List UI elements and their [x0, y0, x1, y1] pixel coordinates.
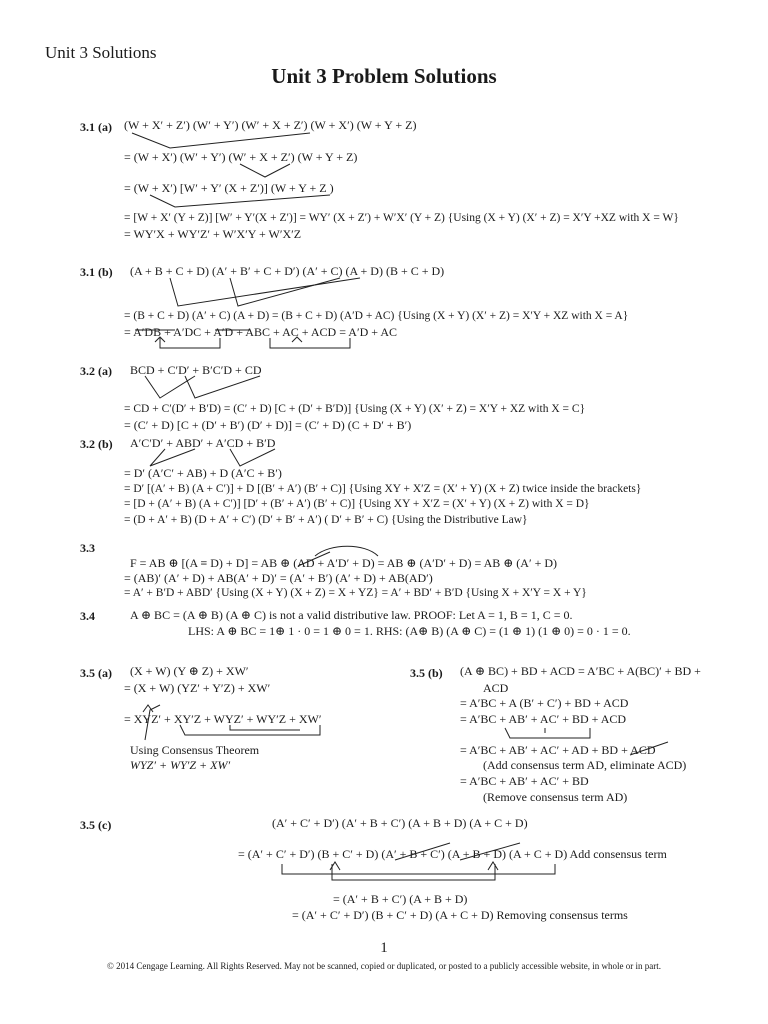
- eq-3-1a-line1: (W + X′ + Z′) (W′ + Y′) (W′ + X + Z′) (W + X′) (W + Y + Z): [124, 118, 417, 132]
- problem-label-3-2b: 3.2 (b): [80, 437, 113, 451]
- eq-3-1b-line3: = A′DB + A′DC + A′D + ABC + AC + ACD = A′D + AC: [124, 325, 398, 339]
- eq-3-4-line1: A ⊕ BC = (A ⊕ B) (A ⊕ C) is not a valid distributive law. PROOF: Let A = 1, B = 1, C = 0.: [130, 608, 573, 622]
- problem-label-3-5c: 3.5 (c): [80, 818, 112, 832]
- eq-3-1a-line5: = WY′X + WY′Z′ + W′X′Y + W′X′Z: [124, 227, 302, 241]
- eq-3-5b-line3: = A′BC + AB′ + AC′ + BD + ACD: [460, 712, 627, 726]
- eq-3-5b-note1: (Add consensus term AD, eliminate ACD): [483, 758, 687, 772]
- eq-3-5a-line2: = (X + W) (YZ′ + Y′Z) + XW′: [124, 681, 271, 695]
- eq-3-5c-line2: = (A′ + C′ + D′) (B + C′ + D) (A′ + B + C′) (A + B + D) (A + C + D) Add consensus term: [238, 847, 667, 861]
- eq-3-5a-line1: (X + W) (Y ⊕ Z) + XW′: [130, 664, 249, 678]
- eq-3-5c-line3: = (A′ + B + C′) (A + B + D): [333, 892, 468, 906]
- running-header: Unit 3 Solutions: [45, 43, 157, 62]
- eq-3-5b-line1: (A ⊕ BC) + BD + ACD = A′BC + A(BC)′ + BD +: [460, 664, 701, 678]
- eq-3-2b-line2: = D′ (A′C′ + AB) + D (A′C + B′): [124, 466, 282, 480]
- eq-3-4-line2: LHS: A ⊕ BC = 1⊕ 1 · 0 = 1 ⊕ 0 = 1. RHS: (A⊕ B) (A ⊕ C) = (1 ⊕ 1) (1 ⊕ 0) = 0 · 1 = 0.: [188, 624, 631, 638]
- eq-3-2b-line4: = [D + (A′ + B) (A + C′)] [D′ + (B′ + A′) (B′ + C)] {Using XY + X′Z = (X′ + Y) (X + Z) with X = D}: [124, 498, 590, 510]
- problem-label-3-1b: 3.1 (b): [80, 265, 113, 279]
- eq-3-2a-line1: BCD + C′D′ + B′C′D + CD: [130, 363, 262, 377]
- eq-3-2a-line2: = CD + C′(D′ + B′D) = (C′ + D) [C + (D′ + B′D)] {Using (X + Y) (X′ + Z) = X′Y + XZ with X = C}: [124, 403, 586, 415]
- eq-3-5a-result: WYZ′ + WY′Z + XW′: [130, 758, 231, 772]
- problem-label-3-4: 3.4: [80, 609, 95, 623]
- page-title: Unit 3 Problem Solutions: [271, 64, 497, 88]
- eq-3-1b-line1: (A + B + C + D) (A′ + B′ + C + D′) (A′ + C) (A + D) (B + C + D): [130, 264, 445, 278]
- eq-3-2b-line5: = (D + A′ + B) (D + A′ + C′) (D′ + B′ + A′) ( D′ + B′ + C) {Using the Distributive Law}: [124, 514, 528, 526]
- eq-3-1a-line2: = (W + X′) (W′ + Y′) (W′ + X + Z′) (W + Y + Z): [124, 150, 358, 164]
- eq-3-5c-line4: = (A′ + C′ + D′) (B + C′ + D) (A + C + D) Removing consensus terms: [292, 908, 628, 922]
- copyright-footer: © 2014 Cengage Learning. All Rights Reserved. May not be scanned, copied or duplicated, or posted to a publicly accessible website, in whole or in part.: [107, 961, 661, 971]
- problem-label-3-2a: 3.2 (a): [80, 364, 112, 378]
- problem-label-3-5a: 3.5 (a): [80, 666, 112, 680]
- problem-label-3-3: 3.3: [80, 541, 95, 555]
- eq-3-5b-line1b: ACD: [483, 681, 509, 695]
- eq-3-5b-note2: (Remove consensus term AD): [483, 790, 628, 804]
- connectors-3-2b: [150, 449, 275, 466]
- problem-label-3-1a: 3.1 (a): [80, 120, 112, 134]
- eq-3-5a-note: Using Consensus Theorem: [130, 743, 260, 757]
- eq-3-3-line3: = A′ + B′D + ABD′ {Using (X + Y) (X + Z) = X + YZ} = A′ + BD′ + B′D {Using X + X′Y = X + Y}: [124, 587, 587, 599]
- problem-label-3-5b: 3.5 (b): [410, 666, 443, 680]
- eq-3-1b-line2: = (B + C + D) (A′ + C) (A + D) = (B + C + D) (A′D + AC) {Using (X + Y) (X′ + Z) = X′Y + XZ with X = A}: [124, 310, 629, 322]
- eq-3-5b-line4: = A′BC + AB′ + AC′ + AD + BD + ACD: [460, 743, 656, 757]
- eq-3-5c-line1: (A′ + C′ + D′) (A′ + B + C′) (A + B + D) (A + C + D): [272, 816, 528, 830]
- eq-3-3-line2: = (AB)′ (A′ + D) + AB(A′ + D)′ = (A′ + B′) (A′ + D) + AB(AD′): [124, 571, 433, 585]
- eq-3-2b-line1: A′C′D′ + ABD′ + A′CD + B′D: [130, 436, 276, 450]
- eq-3-5a-line3: = XYZ′ + XY′Z + WYZ′ + WY′Z + XW′: [124, 712, 322, 726]
- eq-3-1a-line4: = [W + X′ (Y + Z)] [W′ + Y′(X + Z′)] = WY′ (X + Z′) + W′X′ (Y + Z) {Using (X + Y) (X′ + Z) = X′Y +XZ with X = W}: [124, 212, 679, 224]
- eq-3-5b-line2: = A′BC + A (B′ + C′) + BD + ACD: [460, 696, 629, 710]
- page-number: 1: [380, 940, 388, 956]
- eq-3-3-line1: F = AB ⊕ [(A ≡ D) + D] = AB ⊕ (AD + A′D′ + D) = AB ⊕ (A′D′ + D) = AB ⊕ (A′ + D): [130, 556, 558, 570]
- eq-3-2b-line3: = D′ [(A′ + B) (A + C′)] + D [(B′ + A′) (B′ + C)] {Using XY + X′Z = (X′ + Y) (X + Z) twice inside the brackets}: [124, 483, 642, 495]
- connectors-3-2a: [145, 376, 260, 398]
- eq-3-1a-line3: = (W + X′) [W′ + Y′ (X + Z′)] (W + Y + Z ): [124, 181, 334, 195]
- eq-3-2a-line3: = (C′ + D) [C + (D′ + B′) (D′ + D)] = (C′ + D) (C + D′ + B′): [124, 418, 412, 432]
- eq-3-5b-line5: = A′BC + AB′ + AC′ + BD: [460, 774, 589, 788]
